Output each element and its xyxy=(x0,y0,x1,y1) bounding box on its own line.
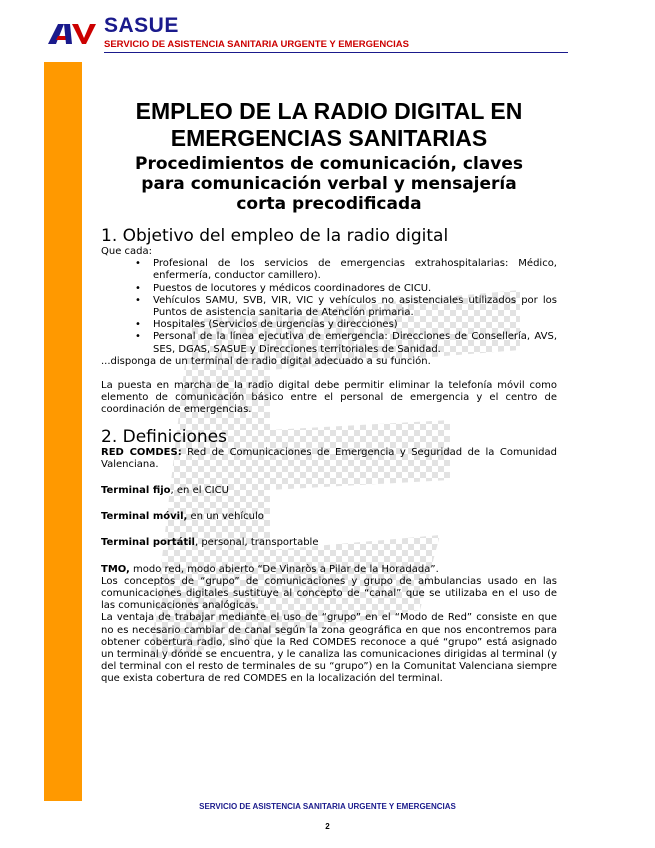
brand-subtitle: SERVICIO DE ASISTENCIA SANITARIA URGENTE Y EMERGENCIAS xyxy=(104,39,409,50)
main-title-line: EMERGENCIAS SANITARIAS xyxy=(170,125,488,151)
body-paragraph: Los conceptos de “grupo” de comunicaciones y grupo de ambulancias usado en las comunicaciones digitales sustituye al concepto de “canal” que se utilizaba en el uso de las comunicaciones analógicas. xyxy=(101,575,557,612)
document-body xyxy=(101,98,557,686)
header-divider xyxy=(104,52,568,53)
body-paragraph: La ventaja de trabajar mediante el uso de “grupo” en el “Modo de Red” consiste en que no es necesario cambiar de canal según la zona geográfica en que nos encontremos para obtener cobertura radio, sino que la Red COMDES reconoce a qué “grupo” está asignado un terminal y dónde se encuentra, y le canaliza las comunicaciones dirigidas al terminal (y del terminal con el resto de terminales de su “grupo”) en la Comunitat Valenciana siempre que exista cobertura de red COMDES en la localización del terminal. xyxy=(101,612,557,685)
definition-term: RED COMDES: xyxy=(101,446,182,458)
brand-name: SASUE xyxy=(104,14,179,37)
definition-terminal-fijo xyxy=(101,485,557,497)
definition-term: TMO, xyxy=(101,563,130,575)
definition-text: , personal, transportable xyxy=(194,537,319,549)
subtitle-line: corta precodificada xyxy=(236,194,422,214)
definition-term: Terminal fijo xyxy=(101,485,171,497)
side-accent-bar xyxy=(44,62,82,801)
subtitle-line: Procedimientos de comunicación, claves xyxy=(135,154,523,174)
main-title-line: EMPLEO DE LA RADIO DIGITAL EN xyxy=(135,98,523,124)
subtitle-line: para comunicación verbal y mensajería xyxy=(141,174,517,194)
subtitle xyxy=(101,154,557,214)
document-header xyxy=(48,14,568,54)
list-item: • Profesional de los servicios de emergencias extrahospitalarias: Médico, enfermería, conductor camillero). xyxy=(153,258,557,282)
section-heading: 1. Objetivo del empleo de la radio digital xyxy=(101,226,449,246)
page-number: 2 xyxy=(325,822,330,831)
section-heading: 2. Definiciones xyxy=(101,426,227,447)
definition-text: , en el CICU xyxy=(170,485,229,497)
definition-tmo xyxy=(101,564,557,576)
list-item: • Vehículos SAMU, SVB, VIR, VIC y vehículos no asistenciales utilizados por los Puntos de asistencia sanitaria de Atención primaria. xyxy=(153,295,557,319)
definition-term: Terminal móvil, xyxy=(101,511,188,523)
definition-text: en un vehículo xyxy=(187,511,264,523)
definition-text: modo red, modo abierto “De Vinaròs a Pilar de la Horadada”. xyxy=(129,563,439,575)
definition-terminal-portatil xyxy=(101,537,557,549)
section-closing: ...disponga de un terminal de radio digital adecuado a su función. xyxy=(101,355,431,367)
definition-terminal-movil xyxy=(101,511,557,523)
section-intro: Que cada: xyxy=(101,246,153,257)
footer-text: SERVICIO DE ASISTENCIA SANITARIA URGENTE Y EMERGENCIAS xyxy=(199,802,456,811)
body-paragraph: La puesta en marcha de la radio digital debe permitir eliminar la telefonía móvil como elemento de comunicación básico entre el personal de emergencia y el centro de coordinación de emergencias. xyxy=(101,380,557,416)
list-item: • Hospitales (Servicios de urgencias y direcciones) xyxy=(153,319,557,331)
list-item: • Puestos de locutores y médicos coordinadores de CICU. xyxy=(153,283,557,295)
definition-term: Terminal portátil xyxy=(101,537,195,549)
main-title xyxy=(101,98,557,152)
definition-text: Red de Comunicaciones de Emergencia y Seguridad de la Comunidad Valenciana. xyxy=(101,446,557,470)
list-item: • Personal de la línea ejecutiva de emergencia: Direcciones de Consellería, AVS, SES, DGAS, SASUE y Direcciones territoriales de Sanidad. xyxy=(153,331,557,355)
bullet-list xyxy=(101,258,557,356)
av-logo-icon xyxy=(48,22,98,46)
definition-red-comdes xyxy=(101,447,557,471)
